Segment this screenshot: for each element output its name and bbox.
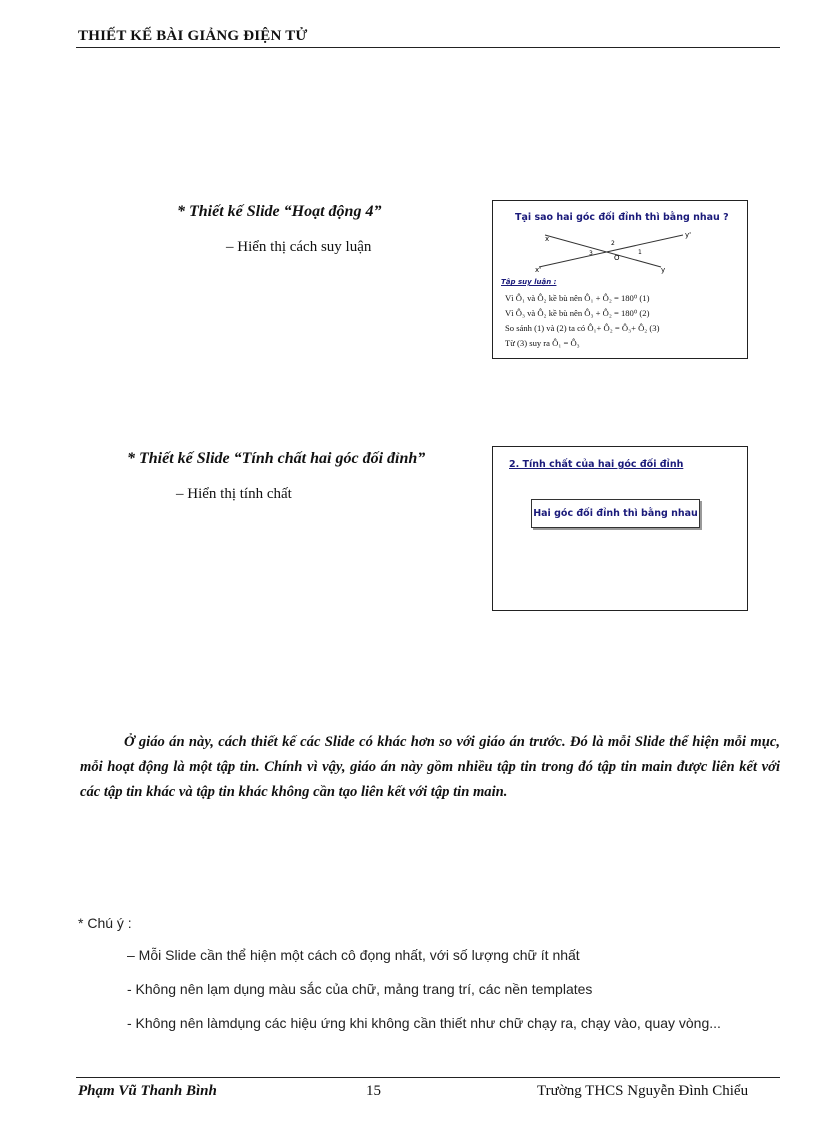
reasoning-lines	[505, 291, 659, 351]
slide-question: Tại sao hai góc đối đỉnh thì bằng nhau ?	[515, 212, 729, 223]
intersecting-lines-diagram	[493, 227, 747, 279]
label-x: x	[545, 235, 550, 243]
footer-school: Trường THCS Nguyễn Đình Chiểu	[537, 1083, 749, 1099]
label-o: O	[614, 254, 620, 262]
notes-label: * Chú ý :	[78, 915, 132, 931]
reasoning-line: Vì Ô₁ và Ô₂ kề bù nên Ô₁ + Ô₂ = 180⁰ (1)	[505, 293, 650, 303]
label-x-prime: x'	[535, 266, 542, 274]
section-hoat-dong-4-title: * Thiết kế Slide “Hoạt động 4”	[177, 203, 382, 220]
section-tinh-chat-subtitle: – Hiển thị tính chất	[176, 486, 292, 502]
footer-page-number: 15	[366, 1083, 381, 1099]
footer-author: Phạm Vũ Thanh Bình	[78, 1083, 217, 1099]
section-tinh-chat-title: * Thiết kế Slide “Tính chất hai góc đối đỉnh”	[127, 450, 426, 467]
note-item: - Không nên lạm dụng màu sắc của chữ, mảng trang trí, các nền templates	[127, 981, 593, 997]
property-box: Hai góc đối đỉnh thì bằng nhau	[531, 499, 700, 528]
header-divider	[76, 47, 780, 48]
label-y: y	[661, 266, 666, 274]
reasoning-line: Vì Ô₃ và Ô₂ kề bù nên Ô₃ + Ô₂ = 180⁰ (2)	[505, 308, 650, 318]
reasoning-line: Từ (3) suy ra Ô₁ = Ô₃	[505, 338, 580, 348]
section-hoat-dong-4-subtitle: – Hiển thị cách suy luận	[226, 239, 372, 255]
footer-divider	[76, 1077, 780, 1078]
page-header-title: THIẾT KẾ BÀI GIẢNG ĐIỆN TỬ	[78, 28, 308, 44]
body-paragraph: Ở giáo án này, cách thiết kế các Slide có khác hơn so với giáo án trước. Đó là mỗi Slide thể hiện mỗi mục, mỗi hoạt động là một tập tin. Chính vì vậy, giáo án này gồm nhiều tập tin trong đó tập tin main được liên kết với các tập tin khác và tập tin khác không cần tạo liên kết với tập tin main.	[80, 734, 780, 800]
slide-heading: 2. Tính chất của hai góc đối đỉnh	[509, 459, 684, 470]
note-item: – Mỗi Slide cần thể hiện một cách cô đọng nhất, với số lượng chữ ít nhất	[127, 947, 580, 963]
label-angle-3: 3	[589, 250, 593, 257]
slide-thumbnail-hoat-dong-4	[492, 200, 748, 359]
slide-thumbnail-tinh-chat	[492, 446, 748, 611]
reasoning-label: Tập suy luận :	[501, 278, 557, 286]
label-angle-1: 1	[638, 249, 642, 256]
label-angle-2: 2	[611, 240, 615, 247]
note-item: - Không nên làmdụng các hiệu ứng khi không cần thiết như chữ chạy ra, chạy vào, quay vòng...	[127, 1015, 721, 1031]
reasoning-line: So sánh (1) và (2) ta có Ô₁+ Ô₂ = Ô₃+ Ô₂ (3)	[505, 323, 660, 333]
label-y-prime: y'	[685, 231, 692, 239]
